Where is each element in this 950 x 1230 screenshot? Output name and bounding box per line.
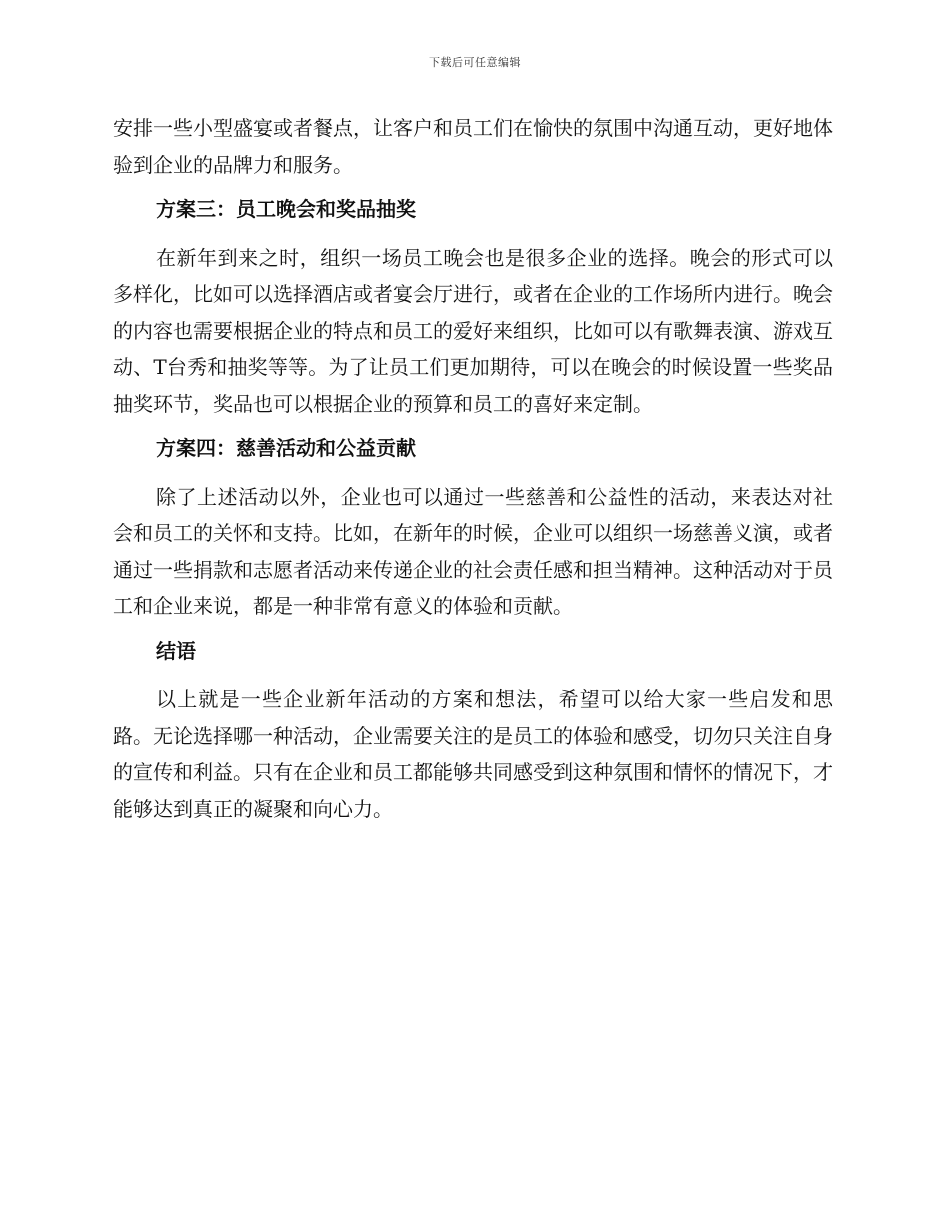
page-header: 下载后可任意编辑: [429, 56, 521, 69]
plan4-paragraph: 除了上述活动以外，企业也可以通过一些慈善和公益性的活动，来表达对社会和员工的关怀和支持。比如，在新年的时候，企业可以组织一场慈善义演，或者通过一些捐款和志愿者活动来传递企业的社会责任感和担当精神。这种活动对于员工和企业来说，都是一种非常有意义的体验和贡献。: [113, 484, 833, 618]
intro-tail-paragraph: 安排一些小型盛宴或者餐点，让客户和员工们在愉快的氛围中沟通互动，更好地体验到企业的品牌力和服务。: [113, 116, 833, 177]
conclusion-heading: 结语: [156, 638, 196, 663]
plan3-paragraph: 在新年到来之时，组织一场员工晚会也是很多企业的选择。晚会的形式可以多样化，比如可以选择酒店或者宴会厅进行，或者在企业的工作场所内进行。晚会的内容也需要根据企业的特点和员工的爱好来组织，比如可以有歌舞表演、游戏互动、T台秀和抽奖等等。为了让员工们更加期待，可以在晚会的时候设置一些奖品抽奖环节，奖品也可以根据企业的预算和员工的喜好来定制。: [113, 245, 833, 416]
document-body: [113, 110, 833, 835]
plan3-heading: 方案三：员工晚会和奖品抽奖: [156, 197, 416, 221]
plan4-heading: 方案四：慈善活动和公益贡献: [156, 436, 416, 460]
conclusion-paragraph: 以上就是一些企业新年活动的方案和想法，希望可以给大家一些启发和思路。无论选择哪一种活动，企业需要关注的是员工的体验和感受，切勿只关注自身的宣传和利益。只有在企业和员工都能够共同感受到这种氛围和情怀的情况下，才能够达到真正的凝聚和向心力。: [113, 687, 833, 821]
